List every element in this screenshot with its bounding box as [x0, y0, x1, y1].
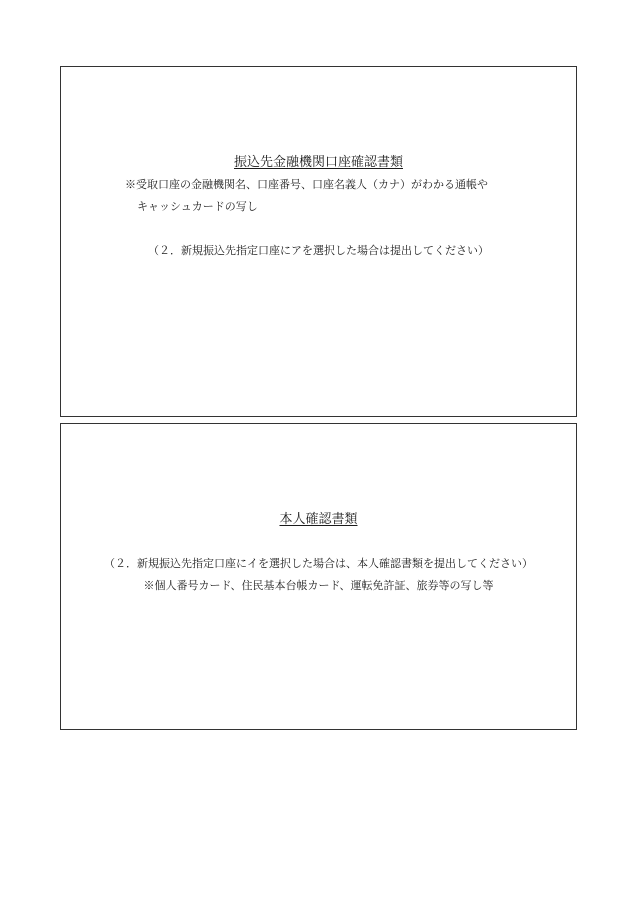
- account-document-note-line1: ※受取口座の金融機関名、口座番号、口座名義人（カナ）がわかる通帳や: [125, 178, 488, 191]
- identity-document-title: 本人確認書類: [279, 512, 358, 527]
- identity-document-box: [60, 423, 577, 730]
- account-document-box: [60, 66, 577, 417]
- account-document-note-line2: キャッシュカードの写し: [137, 200, 258, 213]
- account-document-condition: （２．新規振込先指定口座にアを選択した場合は提出してください）: [148, 244, 489, 257]
- identity-document-note: ※個人番号カード、住民基本台帳カード、運転免許証、旅券等の写し等: [143, 579, 494, 592]
- identity-document-condition: （２．新規振込先指定口座にイを選択した場合は、本人確認書類を提出してください）: [104, 557, 533, 570]
- account-document-title: 振込先金融機関口座確認書類: [233, 155, 403, 170]
